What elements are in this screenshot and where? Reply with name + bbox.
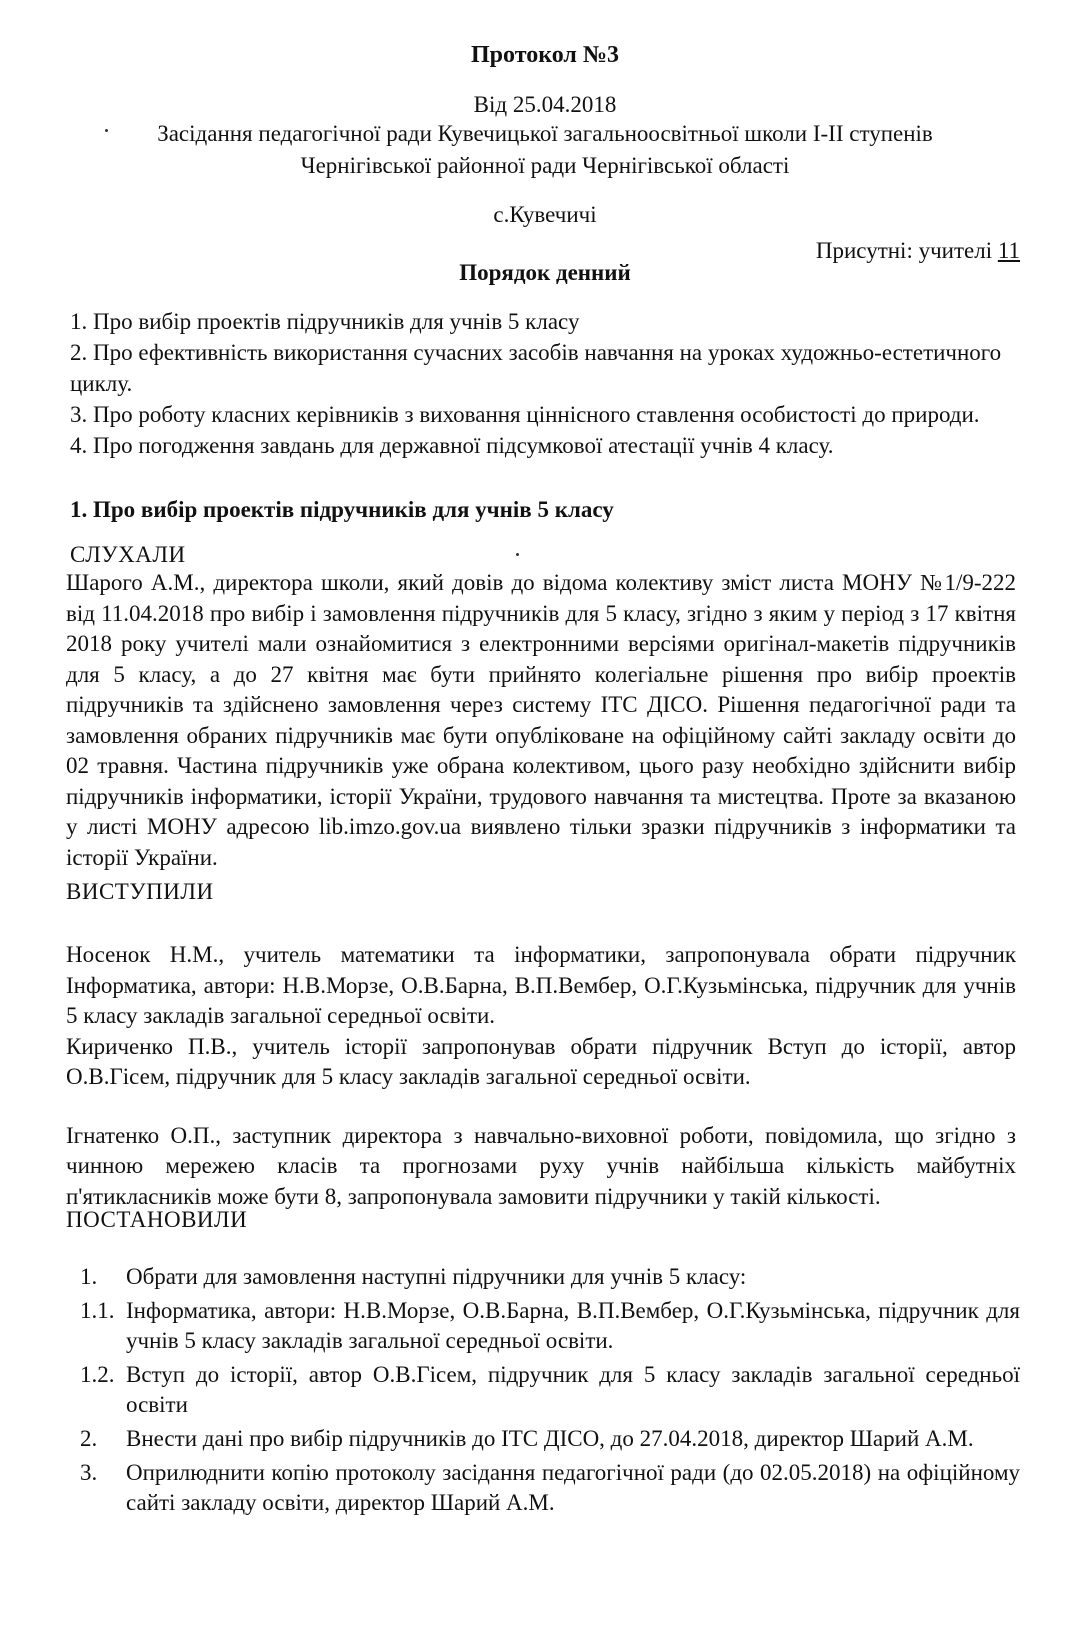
spoke-heading: ВИСТУПИЛИ: [66, 879, 214, 904]
decision-text: Внести дані про вибір підручників до ІТС ДІСО, до 27.04.2018, директор Шарий А.М.: [126, 1426, 974, 1451]
decision-text: Вступ до історії, автор О.В.Гісем, підручник для 5 класу закладів загальної середньої освіти: [126, 1362, 1020, 1417]
decision-item: [80, 1424, 1020, 1454]
agenda-item: 3. Про роботу класних керівників з виховання ціннісного ставлення особистості до природи.: [70, 402, 980, 427]
agenda-title: Порядок денний: [459, 260, 631, 285]
decision-number: 1.2.: [80, 1362, 115, 1387]
agenda-item: 2. Про ефективність використання сучасних засобів навчання на уроках художньо-естетичного циклу.: [70, 340, 1002, 396]
section-title: 1. Про вибір проектів підручників для учнів 5 класу: [70, 497, 614, 522]
decision-number: 1.: [80, 1264, 98, 1289]
scan-speck: [105, 129, 108, 132]
meeting-place: с.Кувечичі: [493, 202, 597, 227]
decision-text: Інформатика, автори: Н.В.Морзе, О.В.Барна, В.П.Вембер, О.Г.Кузьмінська, підручник для учнів 5 класу закладів загальної середньої освіти.: [126, 1298, 1020, 1353]
decision-item: [80, 1296, 1020, 1356]
speaker-paragraph: Кириченко П.В., учитель історії запропонував обрати підручник Вступ до історії, автор О.В.Гісем, підручник для 5 класу закладів загальної середньої освіти.: [66, 1033, 1016, 1089]
scan-speck: [516, 553, 519, 556]
agenda-item: 4. Про погодження завдань для державної підсумкової атестації учнів 4 класу.: [70, 433, 834, 458]
speaker-paragraph: Ігнатенко О.П., заступник директора з навчально-виховної роботи, повідомила, що згідно з чинною мережею класів та прогнозами руху учнів найбільша кількість майбутніх п'ятикласників може бути 8, запропонувала замовити підручники у такій кількості.: [66, 1122, 1016, 1209]
speakers-block: [66, 940, 1016, 1212]
decision-number: 1.1.: [80, 1298, 115, 1323]
heard-paragraph: Шарого А.М., директора школи, який довів до відома колективу зміст листа МОНУ №1/9-222 від 11.04.2018 про вибір і замовлення підручників для 5 класу, згідно з яким у період з 17 квітня 2018 року учителі мали ознайомитися з електронними версіями оригінал-макетів підручників для 5 класу, а до 27 квітня має бути прийнято колегіальне рішення про вибір проектів підручників та здійснено замовлення через систему ІТС ДІСО. Рішення педагогічної ради та замовлення обраних підручників має бути опубліковане на офіційному сайті закладу освіти до 02 травня. Частина підручників уже обрана колективом, цього разу необхідно здійснити вибір підручників інформатики, історії України, трудового навчання та мистецтва. Проте за вказаною у листі МОНУ адресою lib.imzo.gov.ua виявлено тільки зразки підручників з інформатики та історії України.: [66, 570, 1016, 870]
agenda-list: [70, 306, 1060, 461]
resolved-heading: ПОСТАНОВИЛИ: [66, 1207, 248, 1232]
decision-item: [80, 1360, 1020, 1420]
speaker-paragraph: Носенок Н.М., учитель математики та інформатики, запропонувала обрати підручник Інформатика, автори: Н.В.Морзе, О.В.Барна, В.П.Вембер, О.Г.Кузьмінська, підручник для учнів 5 класу закладів загальної середньої освіти.: [66, 942, 1016, 1028]
heard-heading: СЛУХАЛИ: [70, 542, 186, 567]
agenda-item: 1. Про вибір проектів підручників для учнів 5 класу: [70, 309, 580, 334]
subtitle-line-2: Чернігівської районної ради Чернігівської області: [300, 153, 790, 178]
decision-number: 3.: [80, 1460, 98, 1485]
protocol-title: Протокол №3: [471, 42, 619, 68]
decisions-list: [80, 1262, 1020, 1522]
decision-text: Обрати для замовлення наступні підручники для учнів 5 класу:: [126, 1264, 747, 1289]
subtitle-line-1: Засідання педагогічної ради Кувечицької загальноосвітньої школи І-ІІ ступенів: [157, 121, 933, 146]
decision-item: [80, 1262, 1020, 1292]
attendance-label: Присутні: учителі: [815, 238, 998, 263]
decision-item: [80, 1458, 1020, 1518]
attendance-count: 11: [997, 238, 1020, 263]
protocol-date: Від 25.04.2018: [473, 92, 617, 117]
decision-number: 2.: [80, 1426, 98, 1451]
meeting-subtitle: [0, 118, 1090, 182]
decision-text: Оприлюднити копію протоколу засідання педагогічної ради (до 02.05.2018) на офіційному сайті закладу освіти, директор Шарий А.М.: [126, 1460, 1020, 1515]
